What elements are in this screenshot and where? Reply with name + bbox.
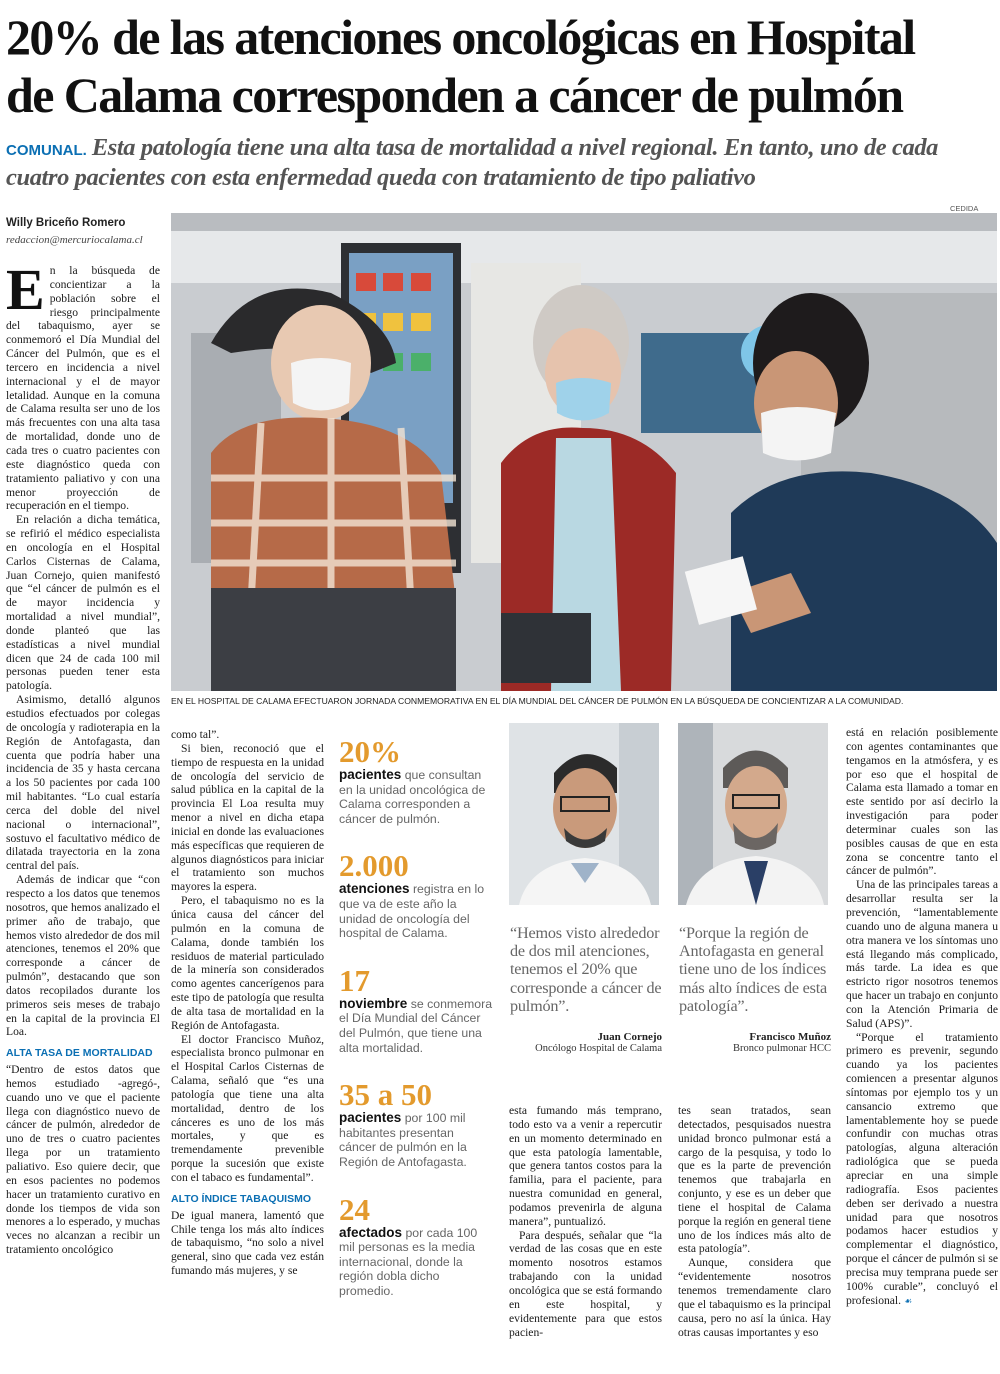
headline: 20% de las atenciones oncológicas en Hospital de Calama corresponden a cáncer de pulmón (6, 9, 915, 123)
paragraph: Asimismo, detalló algunos estudios efectuados por colegas de oncología y radioterapia en la Región de Antofagasta, dan cuenta que podría haber una incidencia de 35 y hasta cercana a los 50 pacientes por cada 100 mil habitantes. “Lo cual estaría cerca del doble del nivel nacional o internacional”, sostuvo el facultativo médico de dilatada trayectoria en la zona central del país. (6, 693, 160, 873)
stats-panel (339, 736, 494, 1298)
paragraph: De igual manera, lamentó que Chile tenga los más alto índices de tabaquismo, “no solo a nivel general, sino que cada vez están fumando más mujeres, y se (171, 1208, 324, 1278)
paragraph: Pero, el tabaquismo no es la única causa del cáncer del pulmón en la comuna de Calama, donde también los residuos de material particulado de la minería son considerados como agentes cancerígenos para este tipo de patología que resulta de alta tasa de mortalidad en la Región de Antofagasta. (171, 894, 324, 1032)
paragraph: n la búsqueda de concientizar a la población sobre el riesgo principalmente del tabaquismo, ayer se conmemoró el Día Mundial del Cáncer del Pulmón, que es el tercero en incidencia a nivel internacional y el de mayor letalidad. Aunque en la comuna de Calama resulta ser uno de los más frecuentes con una alta tasa de mortalidad, donde uno de cada tres o cuatro pacientes con este diagnóstico queda con tratamiento paliativo y con una menor proyección de recuperación en el tiempo. (6, 264, 160, 513)
stat-description: se conmemora el Día Mundial del Cáncer del Pulmón, que tiene una alta mortalidad. (339, 996, 493, 1055)
paragraph: El doctor Francisco Muñoz, especialista bronco pulmonar en el Hospital Carlos Cisternas de Calama, señaló que “es una patología que tiene una alta mortalidad, dentro de los cánceres es uno de los más mortales, y que es tremendamente prevenible porque la sucesión que existe con el tabaco es fundamental”. (171, 1032, 324, 1184)
byline-email: redaccion@mercuriocalama.cl (6, 234, 143, 246)
stat-label: noviembre (339, 995, 408, 1011)
portrait-juan-cornejo (509, 723, 659, 905)
stat-figure: 35 a 50 (339, 1077, 432, 1113)
portrait-francisco-munoz (678, 723, 828, 905)
photo-credit: CEDIDA (950, 204, 979, 213)
paragraph: está en relación posiblemente con agentes contaminantes que tengamos en la atmósfera, y es por eso que el hospital de Calama esta llamado a tomar en este sentido por así decirlo la investigación para poder determinar cuales son las posibles causas de que en esta zona se concentre tanto el cáncer de pulmón”. (846, 726, 998, 878)
stat-figure: 17 (339, 962, 370, 998)
stat-description: que consultan en la unidad oncológica de Calama corresponden a cáncer de pulmón. (339, 768, 486, 826)
paragraph: esta fumando más temprano, todo esto va a venir a repercutir en un momento determinado en que esta patología lamentable, que genera tantos costos para la familia, para el paciente, para nuestra comunidad en general, podamos prevenirla de alguna manera”, puntualizó. (509, 1104, 662, 1228)
stat-label: pacientes (339, 1110, 402, 1126)
paragraph: Además de indicar que “con respecto a los datos que tenemos nosotros, que hemos analizado el primer año de trabajo, que hemos visto alrededor de dos mil atenciones, tenemos el 20% que corresponde a cáncer de pulmón”, destacando que son datos recopilados durante los primeros seis meses de trabajo en la capital de la provincia El Loa. (6, 873, 160, 1039)
paragraph: Una de las principales tareas a desarrollar resulta ser la prevención, “lamentablemente cuando uno de alguna manera u otra manera ve los síntomas uno está llegando más complicado, más tarde. La idea es que estricto rigor nosotros tenemos que hacer un trabajo en conjunto con la Atención Primaria de Salud (APS)”. (846, 878, 998, 1030)
section-heading: ALTO ÍNDICE TABAQUISMO (171, 1192, 311, 1205)
paragraph: “Dentro de estos datos que hemos estudiado -agregó-, cuando uno ve que el paciente llega con diagnóstico nuevo de cáncer de pulmón, alrededor de uno de tres o cuatro pacientes llega por un tratamiento paliativo. Eso quiere decir, que en esos pacientes no podemos hacer un tratamiento curativo en donde los tiempos de vida son menores a lo esperado, y muchas veces no alcanzan a recibir un tratamiento oncológico (6, 1063, 160, 1257)
byline-name: Willy Briceño Romero (6, 217, 126, 229)
pull-quote-block (510, 924, 662, 1054)
paragraph: Aunque, considera que “evidentemente nosotros tenemos tremendamente claro que el tabaquismo es la principal causa, pero no así la única. Hay otras causas importantes y eso (678, 1256, 831, 1339)
pull-quote: “Porque la región de Antofagasta en general tiene uno de los índices más alto índices de esta patología”. (679, 924, 828, 1015)
subheadline (6, 134, 996, 191)
stat-figure: 2.000 (339, 848, 409, 884)
stat-description: por 100 mil habitantes presentan cáncer de pulmón en la Región de Antofagasta. (339, 1111, 467, 1169)
quote-author-role: Oncólogo Hospital de Calama (535, 1043, 662, 1055)
paragraph-text: “Porque el tratamiento primero es prevenir, segundo cuando ya los pacientes comiencen a presentar algunos síntomas por ejemplo tos y un cansancio extremo que lamentablemente hoy se puede confundir con muchas otras patologías, alguna alteración radiológica que se pueda apreciar en una simple radiografía. Esos pacientes deben ser derivado a nuestra unidad para que nosotros podamos hacer estudios y complementar el diagnóstico, porque el cáncer de pulmón si se precisa muy temprana puede ser 100% curable”, concluyó el profesional. (846, 1030, 998, 1307)
stat-block (339, 736, 494, 826)
section-heading: ALTA TASA DE MORTALIDAD (6, 1047, 153, 1060)
quote-author: Francisco Muñoz (749, 1031, 831, 1044)
paragraph: Para después, señalar que “la verdad de las cosas que en este momento nosotros estamos trabajando con la unidad oncológica que se está formando en este hospital, y evidentemente para que estos pacien- (509, 1228, 662, 1339)
article-column-1 (6, 257, 160, 1257)
photo-caption: EN EL HOSPITAL DE CALAMA EFECTUARON JORNADA CONMEMORATIVA EN EL DÍA MUNDIAL DEL CÁNCER DE PULMÓN EN LA BÚSQUEDA DE CONCIENTIZAR A LA COMUNIDAD. (171, 696, 904, 706)
article-column-5 (678, 1104, 831, 1339)
section-kicker: COMUNAL. (6, 142, 87, 159)
stat-label: pacientes (339, 767, 402, 782)
article-column-6 (846, 726, 998, 1309)
stat-block (339, 962, 494, 1055)
pull-quote-block (679, 924, 831, 1054)
drop-cap: E (6, 257, 45, 322)
article-column-2 (171, 728, 324, 1278)
subheadline-text: Esta patología tiene una alta tasa de mortalidad a nivel regional. En tanto, uno de cada cuatro pacientes con esta enfermedad queda con tratamiento de tipo paliativo (6, 134, 939, 191)
stat-figure: 24 (339, 1191, 370, 1227)
quote-author: Juan Cornejo (597, 1031, 662, 1044)
end-mark-icon: ☙ (903, 1296, 913, 1307)
paragraph: como tal”. (171, 728, 220, 741)
stat-label: atenciones (339, 881, 410, 897)
stat-label: afectados (339, 1224, 403, 1240)
quote-author-role: Bronco pulmonar HCC (733, 1043, 831, 1055)
stat-block (339, 850, 494, 940)
stat-block (339, 1191, 494, 1299)
article-column-4 (509, 1104, 662, 1339)
paragraph: En relación a dicha temática, se refirió el médico especialista en oncología en el Hospital Carlos Cisternas de Calama, Juan Cornejo, quien manifestó que “el cáncer de pulmón es el de mayor incidencia y mortalidad a nivel mundial”, donde planteó que las estadísticas a nivel mundial dicen que 24 de cada 100 mil personas pueden tener esta patología. (6, 513, 160, 693)
stat-figure: 20% (339, 734, 401, 769)
stat-block (339, 1079, 494, 1169)
pull-quote: “Hemos visto alrededor de dos mil atenciones, tenemos el 20% que corresponde a cáncer de pulmón”. (510, 924, 662, 1015)
stat-description: registra en lo que va de este año la unidad de oncología del hospital de Calama. (339, 882, 485, 941)
stat-description: por cada 100 mil personas es la media internacional, donde la región dobla dicho promedio. (339, 1225, 478, 1298)
paragraph: Si bien, reconoció que el tiempo de respuesta en la unidad de oncología del servicio de salud pública en la capital de la provincia El Loa resulta muy menor a nivel en dicha etapa inicial en donde las evaluaciones más específicas que requieren de algunos diagnósticos para iniciar el tratamiento son muchos mayores la espera. (171, 741, 324, 894)
paragraph (846, 1031, 998, 1310)
paragraph: tes sean tratados, sean detectados, pesquisados nuestra unidad bronco pulmonar está a cargo de la pesquisa, y todo lo que es la parte de prevención tenemos que trabajarla en conjunto, y ese es un deber que tiene el hospital de Calama porque la región en general tiene uno de los índices más alto de esta patología”. (678, 1104, 831, 1256)
main-photo (171, 213, 997, 691)
